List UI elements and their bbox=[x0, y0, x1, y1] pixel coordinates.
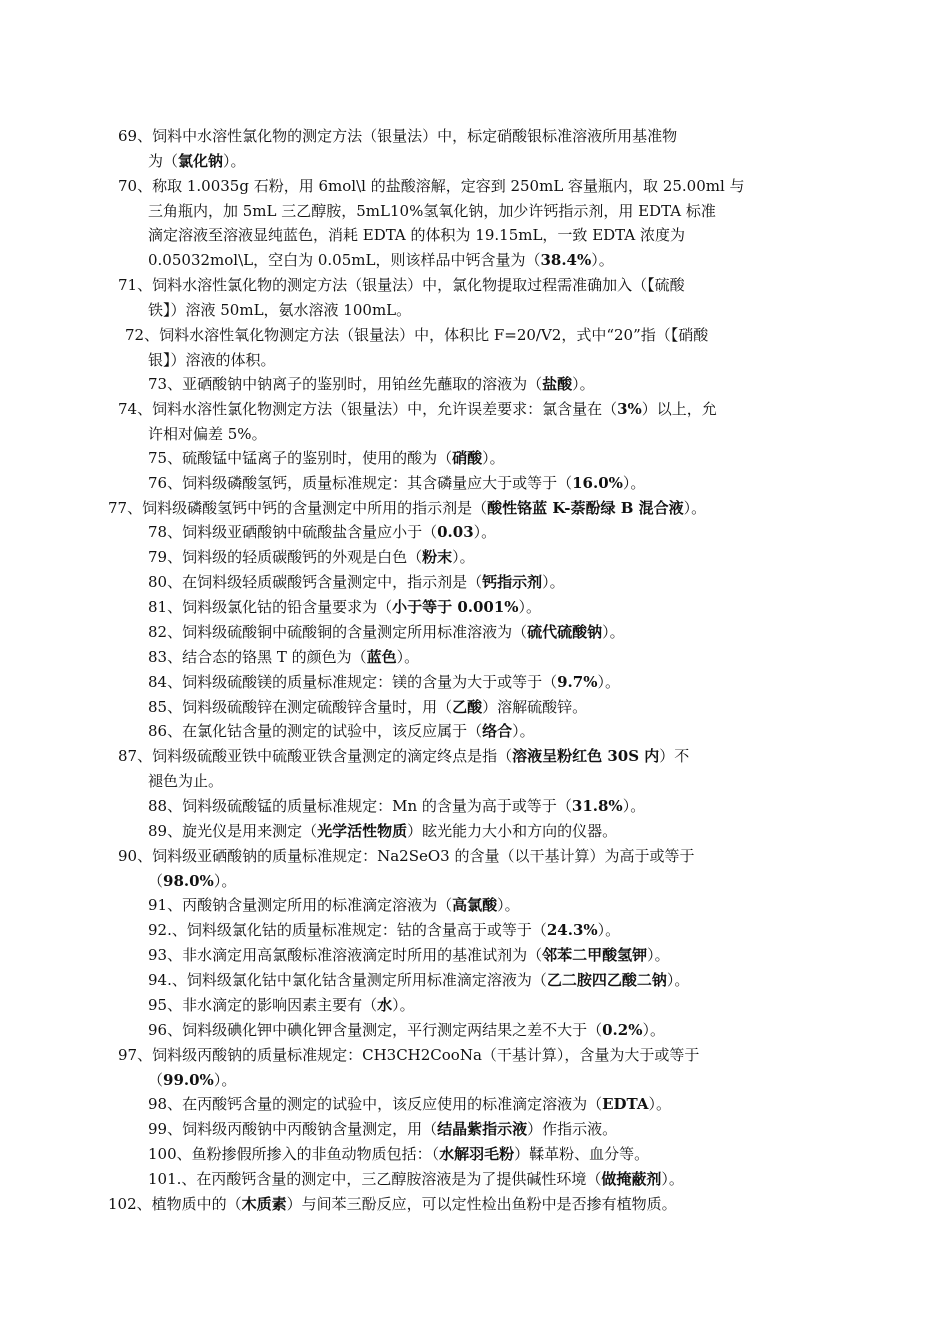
question-continuation-line: 0.05032mol\L，空白为 0.05mL，则该样品中钙含量为（38.4%）。 bbox=[148, 250, 614, 269]
answer-text: EDTA bbox=[602, 1095, 649, 1113]
question-line: 92.、饲料级氯化钴的质量标准规定：钴的含量高于或等于（24.3%）。 bbox=[148, 921, 621, 939]
answer-text: 31.8% bbox=[571, 797, 623, 815]
answer-text: 溶液呈粉红色 30S 内 bbox=[512, 747, 660, 765]
question-continuation-line: 铁】）溶液 50mL，氨水溶液 100mL。 bbox=[148, 300, 412, 319]
question-line: 96、饲料级碘化钾中碘化钾含量测定，平行测定两结果之差不大于（0.2%）。 bbox=[148, 1021, 665, 1039]
question-line: 102、植物质中的（木质素）与间苯三酚反应，可以定性检出鱼粉中是否掺有植物质。 bbox=[108, 1195, 677, 1213]
question-continuation-line: 银】）溶液的体积。 bbox=[148, 350, 276, 369]
question-line: 76、饲料级磷酸氢钙，质量标准规定：其含磷量应大于或等于（16.0%）。 bbox=[148, 474, 646, 492]
answer-text: 邻苯二甲酸氢钾 bbox=[542, 946, 648, 964]
answer-text: 木质素 bbox=[241, 1195, 287, 1213]
question-line: 88、饲料级硫酸锰的质量标准规定：Mn 的含量为高于或等于（31.8%）。 bbox=[148, 797, 646, 815]
answer-text: 钙指示剂 bbox=[482, 573, 543, 591]
question-line: 85、饲料级硫酸锌在测定硫酸锌含量时，用（乙酸）溶解硫酸锌。 bbox=[148, 698, 588, 716]
answer-text: 氯化钠 bbox=[178, 151, 224, 170]
answer-text: 9.7% bbox=[557, 673, 598, 691]
question-continuation-line: （99.0%）。 bbox=[148, 1070, 237, 1089]
question-line: 93、非水滴定用高氯酸标准溶液滴定时所用的基准试剂为（邻苯二甲酸氢钾）。 bbox=[148, 946, 670, 964]
question-continuation-line: （98.0%）。 bbox=[148, 871, 237, 890]
answer-text: 3% bbox=[617, 400, 642, 418]
answer-text: 做掩蔽剂 bbox=[601, 1170, 662, 1188]
answer-text: 粉末 bbox=[422, 548, 453, 566]
question-line: 98、在丙酸钙含量的测定的试验中，该反应使用的标准滴定溶液为（EDTA）。 bbox=[148, 1095, 672, 1113]
answer-text: 0.2% bbox=[602, 1021, 643, 1039]
question-line: 95、非水滴定的影响因素主要有（水）。 bbox=[148, 996, 415, 1014]
answer-text: 盐酸 bbox=[542, 375, 573, 393]
question-line: 83、结合态的铬黑 T 的颜色为（蓝色）。 bbox=[148, 648, 420, 666]
answer-text: 酸性铬蓝 K-萘酚绿 B 混合液 bbox=[487, 499, 684, 517]
question-line: 87、饲料级硫酸亚铁中硫酸亚铁含量测定的滴定终点是指（溶液呈粉红色 30S 内）不 bbox=[118, 747, 690, 765]
answer-text: 99.0% bbox=[163, 1070, 214, 1089]
question-line: 81、饲料级氯化钴的铅含量要求为（小于等于 0.001%）。 bbox=[148, 598, 542, 616]
answer-text: 38.4% bbox=[540, 250, 592, 269]
question-line: 73、亚硒酸钠中钠离子的鉴别时，用铂丝先蘸取的溶液为（盐酸）。 bbox=[148, 375, 595, 393]
answer-text: 光学活性物质 bbox=[317, 822, 408, 840]
answer-text: 水 bbox=[377, 996, 393, 1014]
answer-text: 乙酸 bbox=[452, 698, 483, 716]
answer-text: 硝酸 bbox=[452, 449, 483, 467]
question-continuation-line: 滴定溶液至溶液显纯蓝色，消耗 EDTA 的体积为 19.15mL，一致 EDTA 浓度为 bbox=[148, 226, 685, 245]
question-line: 69、饲料中水溶性氯化物的测定方法（银量法）中，标定硝酸银标准溶液所用基准物 bbox=[118, 127, 678, 145]
question-line: 101.、在丙酸钙含量的测定中，三乙醇胺溶液是为了提供碱性环境（做掩蔽剂）。 bbox=[148, 1170, 684, 1188]
question-line: 97、饲料级丙酸钠的质量标准规定：CH3CH2CooNa（干基计算），含量为大于或等于 bbox=[118, 1046, 700, 1064]
question-line: 74、饲料水溶性氯化物测定方法（银量法）中，允许误差要求：氯含量在（3%）以上，允 bbox=[118, 400, 717, 418]
question-line: 72、饲料水溶性氧化物测定方法（银量法）中，体积比 F=20/V2，式中“20”指（【硝酸 bbox=[125, 326, 709, 344]
answer-text: 水解羽毛粉 bbox=[439, 1145, 515, 1163]
question-continuation-line: 褪色为止。 bbox=[148, 771, 224, 790]
answer-text: 络合 bbox=[482, 722, 513, 740]
question-continuation-line: 三角瓶内，加 5mL 三乙醇胺，5mL10%氢氧化钠，加少许钙指示剂，用 EDTA 标准 bbox=[148, 201, 716, 220]
answer-text: 16.0% bbox=[572, 474, 623, 492]
question-line: 89、旋光仪是用来测定（光学活性物质）眩光能力大小和方向的仪器。 bbox=[148, 822, 618, 840]
answer-text: 硫代硫酸钠 bbox=[527, 623, 603, 641]
question-line: 91、丙酸钠含量测定所用的标准滴定溶液为（高氯酸）。 bbox=[148, 896, 520, 914]
answer-text: 24.3% bbox=[546, 921, 598, 939]
question-line: 78、饲料级亚硒酸钠中硫酸盐含量应小于（0.03）。 bbox=[148, 523, 497, 541]
question-line: 82、饲料级硫酸铜中硫酸铜的含量测定所用标准溶液为（硫代硫酸钠）。 bbox=[148, 623, 625, 641]
question-line: 79、饲料级的轻质碳酸钙的外观是白色（粉末）。 bbox=[148, 548, 475, 566]
answer-text: 0.03 bbox=[437, 523, 474, 541]
question-line: 71、饲料水溶性氯化物的测定方法（银量法）中，氯化物提取过程需准确加入（【硫酸 bbox=[118, 276, 685, 294]
answer-text: 小于等于 0.001% bbox=[392, 598, 519, 616]
answer-text: 高氯酸 bbox=[452, 896, 498, 914]
question-line: 99、饲料级丙酸钠中丙酸钠含量测定，用（结晶紫指示液）作指示液。 bbox=[148, 1120, 618, 1138]
answer-text: 结晶紫指示液 bbox=[437, 1120, 528, 1138]
question-line: 94.、饲料级氯化钴中氯化钴含量测定所用标准滴定溶液为（乙二胺四乙酸二钠）。 bbox=[148, 971, 690, 989]
question-continuation-line: 许相对偏差 5%。 bbox=[148, 424, 267, 443]
question-line: 90、饲料级亚硒酸钠的质量标准规定：Na2SeO3 的含量（以干基计算）为高于或等于 bbox=[118, 847, 695, 865]
answer-text: 蓝色 bbox=[366, 648, 397, 666]
question-line: 75、硫酸锰中锰离子的鉴别时，使用的酸为（硝酸）。 bbox=[148, 449, 505, 467]
answer-text: 乙二胺四乙酸二钠 bbox=[546, 971, 667, 989]
question-line: 100、鱼粉掺假所掺入的非鱼动物质包括：（水解羽毛粉）鞣革粉、血分等。 bbox=[148, 1145, 650, 1163]
question-line: 70、称取 1.0035g 石粉，用 6mol\l 的盐酸溶解，定容到 250mL 容量瓶内，取 25.00ml 与 bbox=[118, 177, 745, 195]
question-line: 77、饲料级磷酸氢钙中钙的含量测定中所用的指示剂是（酸性铬蓝 K-萘酚绿 B 混合液）。 bbox=[108, 499, 707, 517]
answer-text: 98.0% bbox=[163, 871, 214, 890]
question-continuation-line: 为（氯化钠）。 bbox=[148, 151, 246, 170]
question-line: 80、在饲料级轻质碳酸钙含量测定中，指示剂是（钙指示剂）。 bbox=[148, 573, 565, 591]
question-line: 84、饲料级硫酸镁的质量标准规定：镁的含量为大于或等于（9.7%）。 bbox=[148, 673, 620, 691]
question-line: 86、在氯化钴含量的测定的试验中，该反应属于（络合）。 bbox=[148, 722, 535, 740]
